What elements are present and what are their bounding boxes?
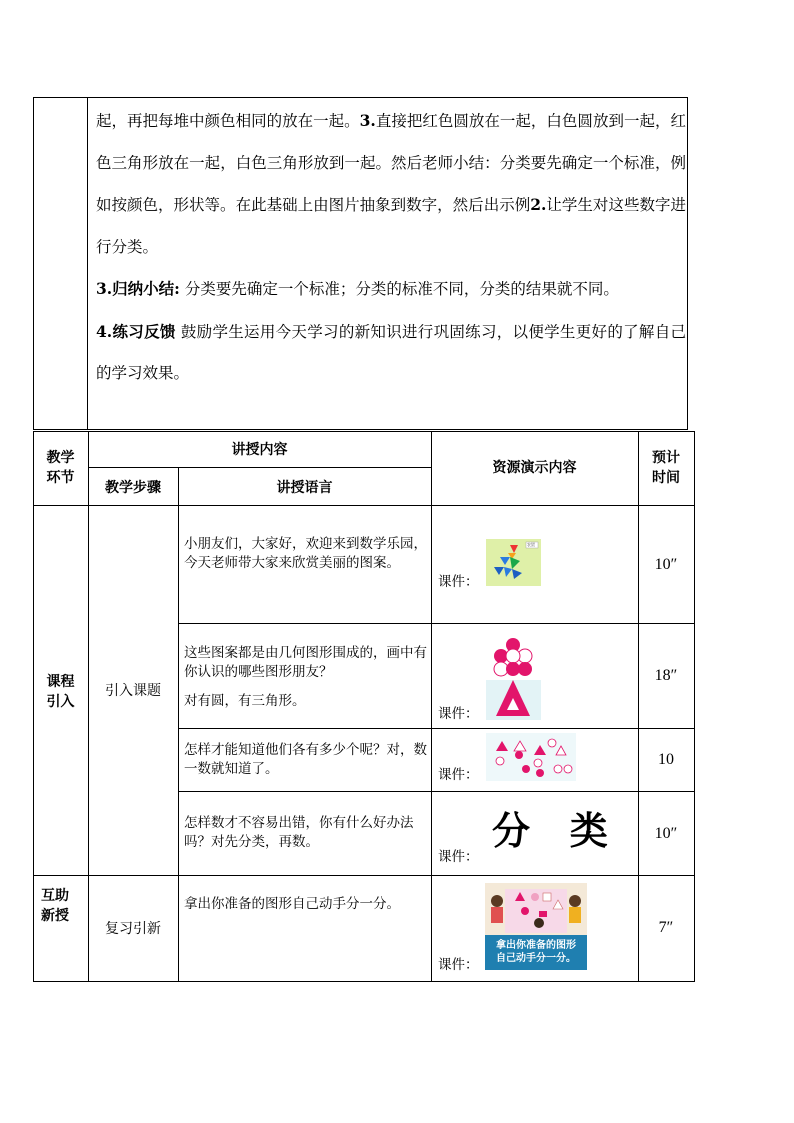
row2-resource-label: 课件： — [438, 706, 479, 722]
row5-language: 拿出你准备的图形自己动手分一分。 — [184, 896, 400, 912]
row1-resource-label: 课件： — [438, 574, 479, 590]
row5-time: 7″ — [658, 919, 674, 936]
column-divider — [87, 98, 88, 429]
row4-classify-title: 分 类 — [492, 809, 608, 853]
thumbnail-label: 农贸 — [527, 542, 535, 547]
step-review: 复习引新 — [105, 921, 161, 937]
thumbnail-caption: 拿出你准备的图形 自己动手分一分。 — [496, 940, 576, 964]
header-steps: 教学步骤 — [105, 480, 161, 496]
row4-resource-label: 课件： — [438, 849, 479, 865]
row3-time: 10 — [658, 751, 674, 768]
header-language: 讲授语言 — [276, 480, 333, 496]
header-resource: 资源演示内容 — [492, 460, 577, 476]
row2-language: 这些图案都是由几何图形围成的，画中有你认识的哪些图形朋友？ — [184, 645, 427, 680]
row1-language: 小朋友们，大家好，欢迎来到数学乐园，今天老师带大家来欣赏美丽的图案。 — [184, 536, 427, 571]
row5-resource-label: 课件： — [438, 957, 479, 973]
header-time: 预计 时间 — [652, 450, 680, 486]
previous-section-text — [96, 100, 686, 395]
paragraph-activity: 起，再把每堆中颜色相同的放在一起。3.直接把红色圆放在一起，白色圆放到一起，红色三角形放在一起，白色三角形放到一起。然后老师小结：分类要先确定一个标准，例如按颜色，形状等。在此基础上由图片抽象到数字，然后出示例2.让学生对这些数字进行分类。 — [96, 111, 686, 256]
row5-activity-thumbnail — [485, 883, 587, 970]
row3-resource-label: 课件： — [438, 767, 479, 783]
row2-shapes-thumbnail — [486, 636, 541, 720]
scattered-shapes-icon — [486, 733, 576, 781]
row1-tangram-thumbnail — [486, 539, 541, 586]
row4-time: 10″ — [654, 825, 678, 842]
paragraph-practice: 4.练习反馈 鼓励学生运用今天学习的新知识进行巩固练习，以便学生更好的了解自己的学习效果。 — [96, 321, 686, 382]
stage-new-teaching: 互助 新授 — [41, 888, 69, 924]
row2-answer: 对有圆，有三角形。 — [184, 693, 306, 709]
step-intro: 引入课题 — [105, 683, 161, 699]
row4-language: 怎样数才不容易出错，你有什么好办法吗？对先分类，再数。 — [184, 815, 414, 850]
row3-shapes-thumbnail — [486, 733, 576, 781]
row1-time: 10″ — [654, 556, 678, 573]
row2-time: 18″ — [654, 667, 678, 684]
header-stage: 教学 环节 — [46, 450, 75, 486]
stage-intro: 课程 引入 — [46, 674, 75, 710]
circles-triangle-icon — [486, 636, 541, 720]
header-content: 讲授内容 — [231, 442, 288, 458]
paragraph-summary: 3.归纳小结: 分类要先确定一个标准；分类的标准不同，分类的结果就不同。 — [96, 279, 619, 298]
row3-language: 怎样才能知道他们各有多少个呢？对，数一数就知道了。 — [184, 742, 427, 777]
previous-section-box — [33, 97, 688, 430]
